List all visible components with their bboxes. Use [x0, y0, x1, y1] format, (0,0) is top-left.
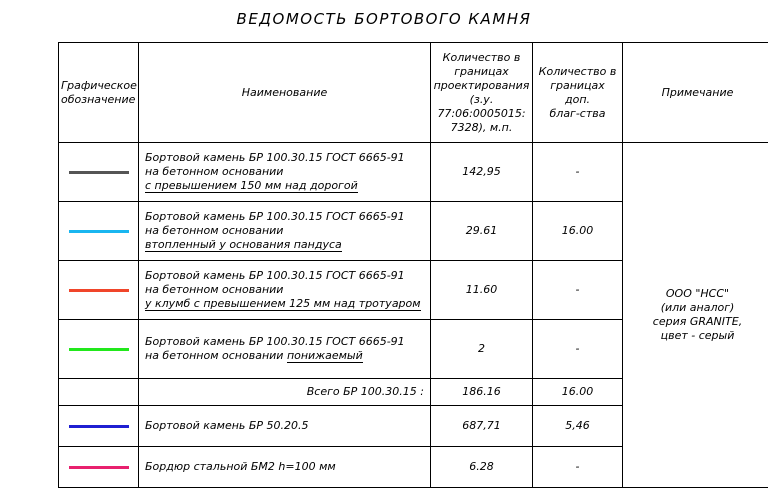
header-row [59, 43, 768, 143]
item-extra: 16.00 [533, 202, 623, 261]
legend-line-pink [69, 466, 129, 469]
item-name: Бортовой камень БР 100.30.15 ГОСТ 6665-91 на бетонном основании втопленный у основания пандуса [139, 202, 431, 261]
item-qty: 2 [431, 320, 533, 379]
total-extra: 16.00 [533, 379, 623, 406]
item-extra: 5,46 [533, 406, 623, 447]
header-symbol: Графическое обозначение [59, 43, 139, 143]
legend-line-red [69, 289, 129, 292]
curb-stone-table [58, 42, 768, 488]
item-name: Бортовой камень БР 50.20.5 [139, 406, 431, 447]
legend-line-green [69, 348, 129, 351]
item-extra: - [533, 143, 623, 202]
item-extra: - [533, 261, 623, 320]
item-qty: 687,71 [431, 406, 533, 447]
legend-line-blue [69, 425, 129, 428]
item-extra: - [533, 447, 623, 488]
header-note: Примечание [623, 43, 768, 143]
item-name: Бордюр стальной БМ2 h=100 мм [139, 447, 431, 488]
table-row [59, 143, 768, 202]
note-cell: ООО "НСС" (или аналог) серия GRANITE, цвет - серый [623, 143, 768, 488]
header-qty-extra: Количество в границах доп. благ-ства [533, 43, 623, 143]
item-qty: 11.60 [431, 261, 533, 320]
item-qty: 142,95 [431, 143, 533, 202]
legend-line-gray [69, 171, 129, 174]
item-qty: 6.28 [431, 447, 533, 488]
item-qty: 29.61 [431, 202, 533, 261]
header-name: Наименование [139, 43, 431, 143]
header-qty: Количество в границах проектирования (з.у. 77:06:0005015: 7328), м.п. [431, 43, 533, 143]
document-title: ВЕДОМОСТЬ БОРТОВОГО КАМНЯ [236, 10, 532, 28]
total-label: Всего БР 100.30.15 : [139, 379, 431, 406]
item-name: Бортовой камень БР 100.30.15 ГОСТ 6665-91 на бетонном основании с превышением 150 мм над дорогой [139, 143, 431, 202]
item-name: Бортовой камень БР 100.30.15 ГОСТ 6665-91 на бетонном основании понижаемый [139, 320, 431, 379]
item-name: Бортовой камень БР 100.30.15 ГОСТ 6665-91 на бетонном основании у клумб с превышением 125 мм над тротуаром [139, 261, 431, 320]
item-extra: - [533, 320, 623, 379]
legend-line-cyan [69, 230, 129, 233]
total-qty: 186.16 [431, 379, 533, 406]
